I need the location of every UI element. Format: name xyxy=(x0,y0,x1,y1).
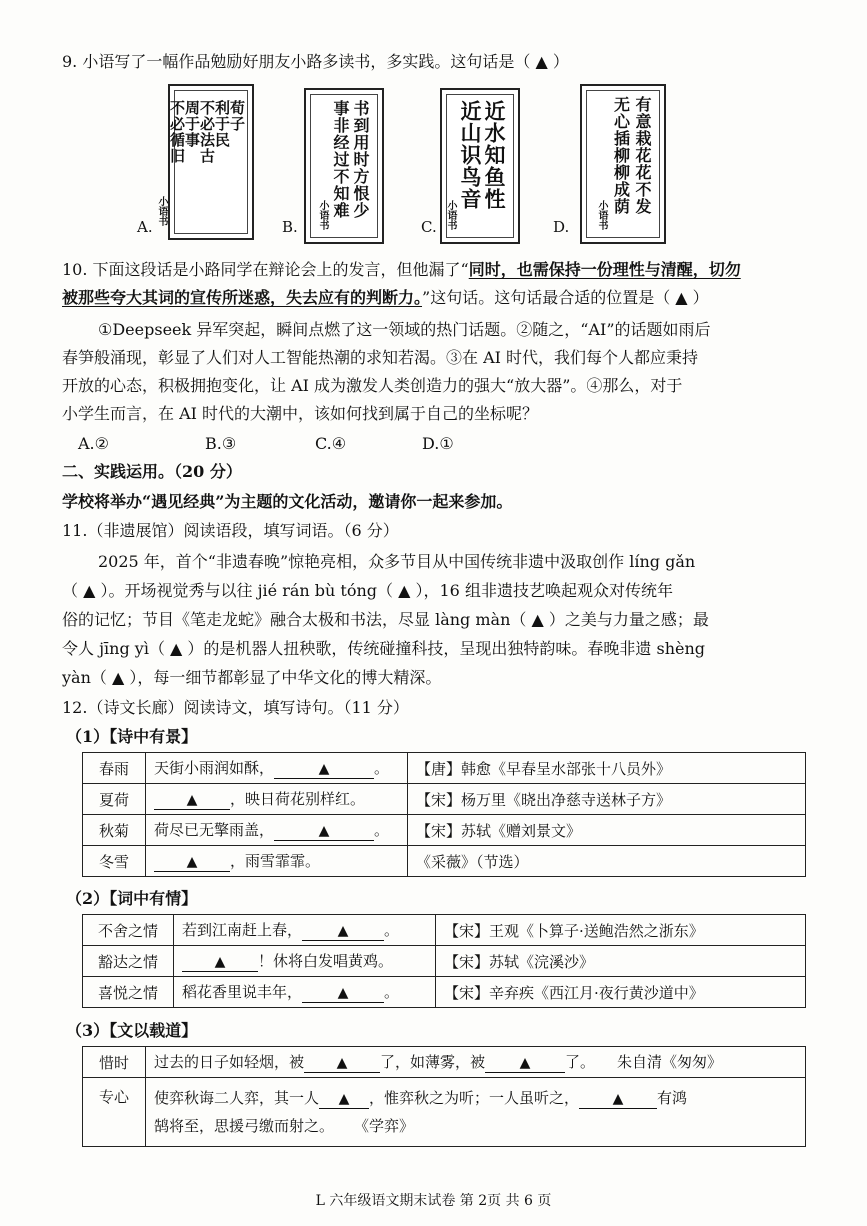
quoted-sentence: 被那些夸大其词的宣传所迷惑，失去应有的判断力。 xyxy=(62,288,423,307)
q12-title: 12.（诗文长廊）阅读诗文，填写诗句。（11 分） xyxy=(62,698,409,717)
table-row xyxy=(83,1047,806,1078)
calligraphy-scroll xyxy=(440,88,520,244)
prose-text: ，惟弈秋之为听；一人虽听之， xyxy=(369,1089,580,1107)
prose-text: 有鸿 xyxy=(657,1089,688,1107)
verse-text: 。 xyxy=(374,821,390,839)
verse-text: 。 xyxy=(384,921,400,939)
verse-cell xyxy=(146,846,408,877)
category-cell: 喜悦之情 xyxy=(83,977,174,1008)
calligraphy-scroll xyxy=(304,88,384,244)
source-cell: 【宋】苏轼《浣溪沙》 xyxy=(436,946,806,977)
category-cell: 不舍之情 xyxy=(83,915,174,946)
q12-subtitle: （3）【文以载道】 xyxy=(66,1021,198,1040)
verse-text: 荷尽已无擎雨盖， xyxy=(154,821,275,839)
text: ”这句话。这句话最合适的位置是（ ▲ ） xyxy=(422,288,709,307)
category-cell: 春雨 xyxy=(83,753,146,784)
scroll-column: 有意栽花花不发 xyxy=(633,96,652,215)
prose-text: 了，如薄雾，被 xyxy=(380,1053,486,1071)
category-cell: 冬雪 xyxy=(83,846,146,877)
scroll-column: 书到用时方恨少 xyxy=(351,100,370,219)
q11-passage-line: 俗的记忆；节目《笔走龙蛇》融合太极和书法，尽显 làng màn（ ▲ ）之美与力量之感；最 xyxy=(62,610,709,629)
answer-blank[interactable]: ▲ xyxy=(274,760,374,779)
category-cell: 惜时 xyxy=(83,1047,146,1078)
option-label: C. xyxy=(421,218,437,236)
source-cell: 【宋】杨万里《晓出净慈寺送林子方》 xyxy=(408,784,806,815)
poem-table-emotion xyxy=(82,914,806,1008)
verse-text: 天街小雨润如酥， xyxy=(154,759,275,777)
answer-blank[interactable]: ▲ xyxy=(154,853,230,872)
option-label: B. xyxy=(282,218,298,236)
verse-text: 。 xyxy=(384,983,400,1001)
quoted-sentence: 同时，也需保持一份理性与清醒，切勿 xyxy=(468,260,741,279)
scroll-column: 荀子 xyxy=(228,100,246,132)
source-cell: 【宋】王观《卜算子·送鲍浩然之浙东》 xyxy=(436,915,806,946)
q11-title: 11.（非遗展馆）阅读语段，填写词语。（6 分） xyxy=(62,521,399,540)
answer-blank[interactable]: ▲ xyxy=(319,1090,369,1109)
verse-text: ，雨雪霏霏。 xyxy=(230,852,321,870)
q10-option: B.③ xyxy=(205,434,237,453)
prose-text: 使弈秋诲二人弈，其一人 xyxy=(154,1089,320,1107)
q10-stem-line2 xyxy=(62,284,709,312)
prose-text: 了。 xyxy=(565,1053,596,1071)
table-row xyxy=(83,784,806,815)
answer-blank[interactable]: ▲ xyxy=(579,1090,657,1109)
verse-text: ，映日荷花别样红。 xyxy=(230,790,366,808)
table-row xyxy=(83,915,806,946)
verse-cell xyxy=(174,946,436,977)
option-label: D. xyxy=(553,218,570,236)
verse-text: 稻花香里说丰年， xyxy=(182,983,303,1001)
q10-stem-line1 xyxy=(62,256,741,284)
poem-table-scenery xyxy=(82,752,806,877)
signature: 小语书 xyxy=(317,200,328,230)
q11-passage-line: yàn（ ▲ ），每一细节都彰显了中华文化的博大精深。 xyxy=(62,668,442,687)
answer-blank[interactable]: ▲ xyxy=(485,1054,565,1073)
source-text: 朱自清《匆匆》 xyxy=(617,1053,723,1071)
scroll-column: 近水知鱼性 xyxy=(482,100,507,210)
table-row xyxy=(83,946,806,977)
page-footer: L 六年级语文期末试卷 第 2页 共 6 页 xyxy=(315,1193,552,1209)
q10-option: A.② xyxy=(78,434,109,453)
signature: 小语书 xyxy=(445,200,456,230)
scroll-column: 近山识鸟音 xyxy=(458,100,483,210)
verse-cell xyxy=(146,784,408,815)
scroll-column: 周于事 xyxy=(183,100,201,148)
q12-subtitle: （1）【诗中有景】 xyxy=(66,727,198,746)
scroll-column: 不必法古 xyxy=(198,100,216,164)
verse-cell xyxy=(146,753,408,784)
verse-text: 。 xyxy=(374,759,390,777)
q11-passage-line: 2025 年，首个“非遗春晚”惊艳亮相，众多节目从中国传统非遗中汲取创作 líng gǎn xyxy=(98,552,696,571)
signature: 小语书 xyxy=(596,200,607,230)
answer-blank[interactable]: ▲ xyxy=(302,984,384,1003)
prose-cell xyxy=(146,1078,806,1147)
table-row xyxy=(83,846,806,877)
verse-text: ！休将白发唱黄鸡。 xyxy=(258,952,394,970)
prose-text: 鹄将至，思援弓缴而射之。 xyxy=(154,1117,335,1135)
answer-blank[interactable]: ▲ xyxy=(304,1054,380,1073)
signature: 小语书 xyxy=(156,196,167,226)
source-text: 《学弈》 xyxy=(354,1117,415,1135)
answer-blank[interactable]: ▲ xyxy=(154,791,230,810)
answer-blank[interactable]: ▲ xyxy=(182,953,258,972)
prose-line xyxy=(154,1084,797,1112)
prose-line xyxy=(154,1112,797,1140)
q9-stem: 9. 小语写了一幅作品勉励好朋友小路多读书，多实践。这句话是（ ▲ ） xyxy=(62,52,569,71)
prose-cell xyxy=(146,1047,806,1078)
scroll-column: 事非经过不知难 xyxy=(331,100,350,219)
prose-table xyxy=(82,1046,806,1147)
source-cell: 【唐】韩愈《早春呈水部张十八员外》 xyxy=(408,753,806,784)
prose-text: 过去的日子如轻烟，被 xyxy=(154,1053,305,1071)
category-cell: 秋菊 xyxy=(83,815,146,846)
q10-passage-line: 开放的心态，积极拥抱变化，让 AI 成为激发人类创造力的强大“放大器”。④那么，对于 xyxy=(62,376,683,395)
q10-option: D.① xyxy=(422,434,454,453)
q11-passage-line: 令人 jīng yì（ ▲ ）的是机器人扭秧歌，传统碰撞科技，呈现出独特韵味。春晚非遗 shèng xyxy=(62,639,706,658)
option-label: A. xyxy=(137,218,153,236)
answer-blank[interactable]: ▲ xyxy=(274,822,374,841)
source-cell: 【宋】苏轼《赠刘景文》 xyxy=(408,815,806,846)
source-cell: 【宋】辛弃疾《西江月·夜行黄沙道中》 xyxy=(436,977,806,1008)
calligraphy-scroll xyxy=(580,84,666,244)
source-cell: 《采薇》（节选） xyxy=(408,846,806,877)
section-intro: 学校将举办“遇见经典”为主题的文化活动，邀请你一起来参加。 xyxy=(62,492,513,511)
table-row xyxy=(83,977,806,1008)
q10-passage-line: 春笋般涌现，彰显了人们对人工智能热潮的求知若渴。③在 AI 时代，我们每个人都应秉持 xyxy=(62,348,699,367)
q10-passage-line: 小学生而言，在 AI 时代的大潮中，该如何找到属于自己的坐标呢？ xyxy=(62,404,539,423)
category-cell: 豁达之情 xyxy=(83,946,174,977)
verse-cell xyxy=(146,815,408,846)
scroll-column: 不必循旧 xyxy=(168,100,186,164)
scroll-column: 利于民 xyxy=(213,100,231,148)
table-row xyxy=(83,815,806,846)
scroll-column: 无心插柳柳成荫 xyxy=(611,96,631,215)
table-row xyxy=(83,753,806,784)
verse-cell xyxy=(174,977,436,1008)
text: 10. 下面这段话是小路同学在辩论会上的发言，但他漏了“ xyxy=(62,260,469,279)
q11-passage-line: （ ▲ ）。开场视觉秀与以往 jié rán bù tóng（ ▲ ），16 组非遗技艺唤起观众对传统年 xyxy=(62,581,673,600)
q10-option: C.④ xyxy=(315,434,347,453)
q12-subtitle: （2）【词中有情】 xyxy=(66,889,198,908)
verse-cell xyxy=(174,915,436,946)
verse-text: 若到江南赶上春， xyxy=(182,921,303,939)
calligraphy-scroll xyxy=(156,84,254,240)
category-cell: 夏荷 xyxy=(83,784,146,815)
category-cell: 专心 xyxy=(83,1078,146,1147)
section-title: 二、实践运用。（20 分） xyxy=(62,462,242,481)
table-row xyxy=(83,1078,806,1147)
answer-blank[interactable]: ▲ xyxy=(302,922,384,941)
q10-passage-line: ①Deepseek 异军突起，瞬间点燃了这一领域的热门话题。②随之，“AI”的话题如雨后 xyxy=(98,320,711,339)
